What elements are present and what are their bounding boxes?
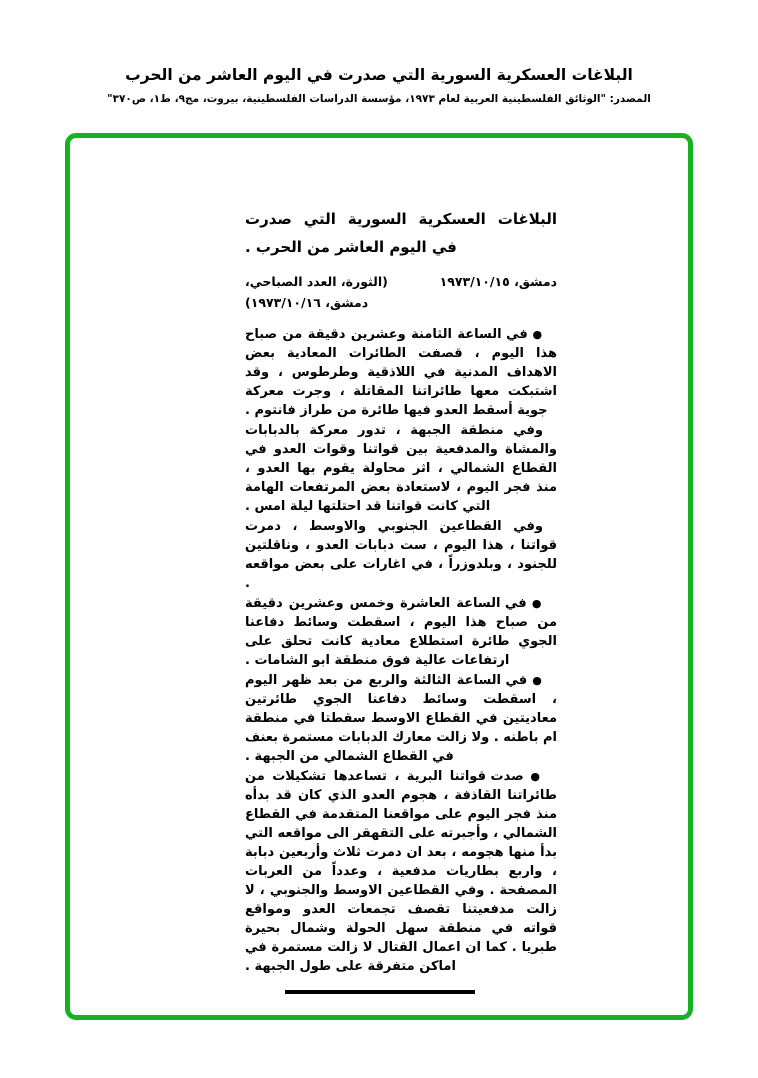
document-paragraph: ● صدت قواتنا البرية ، تساعدها تشكيلات من طائراتنا القاذفة ، هجوم العدو الذي كان قد بدأه منذ فجر اليوم على مواقعنا المتقدمة في القطاع الشمالي ، وأجبرته على التقهقر الى مواقعه التي بدأ منها هجومه ، بعد ان دمرت ثلاث وأربعين دبابة ، واربع بطاريات مدفعية ، وعدداً من العربات المصفحة . وفي القطاعين الاوسط والجنوبي ، لا زالت مدفعيتنا تقصف تجمعات العدو ومواقع قواته في منطقة سهل الحولة وشمال بحيرة طبريا . كما ان اعمال القتال لا زالت مستمرة في اماكن متفرقة على طول الجبهة . [245,769,557,974]
bullet-icon: ● [527,328,543,341]
document-paragraph: وفي منطقة الجبهة ، تدور معركة بالدبابات والمشاة والمدفعية بين قواتنا وقوات العدو في القطاع الشمالي ، اثر محاولة يقوم بها العدو ، منذ فجر اليوم ، لاستعادة بعض المرتفعات الهامة التي كانت قواتنا قد احتلتها ليلة امس . [245,423,557,514]
scanned-document [245,205,557,994]
dateline-publication-line1: (الثورة، العدد الصباحي، [245,274,388,289]
dateline [245,271,557,313]
dateline-publication [245,271,388,313]
document-paragraph: ● في الساعة العاشرة وخمس وعشرين دقيقة من صباح هذا اليوم ، اسقطت وسائط دفاعنا الجوي طائرة استطلاع معادية كانت تحلق على ارتفاعات عالية فوق منطقة ابو الشامات . [245,596,557,668]
bullet-icon: ● [523,770,543,783]
document-paragraph: وفي القطاعين الجنوبي والاوسط ، دمرت قواتنا ، هذا اليوم ، ست دبابات العدو ، وناقلتين للجنود ، وبلدوزراً ، في اغارات على بعض مواقعه . [245,519,557,591]
document-frame [65,133,693,1020]
paragraphs [245,325,557,976]
page-title: البلاغات العسكرية السورية التي صدرت في اليوم العاشر من الحرب [125,66,633,84]
separator-line [285,990,475,994]
document-paragraph: ● في الساعة الثالثة والربع من بعد ظهر اليوم ، اسقطت وسائط دفاعنا الجوي طائرتين معاديتين في القطاع الاوسط سقطتا في منطقة ام باطنه . ولا زالت معارك الدبابات مستمرة بعنف في القطاع الشمالي من الجبهة . [245,673,557,764]
document-paragraph: ● في الساعة الثامنة وعشرين دقيقة من صباح هذا اليوم ، قصفت الطائرات المعادية بعض الاهداف المدنية في اللاذقية وطرطوس ، وقد اشتبكت معها طائراتنا المقاتلة ، وجرت معركة جوية أسقط العدو فيها طائرة من طراز فانتوم . [245,327,557,418]
bullet-icon: ● [526,597,543,610]
dateline-date: دمشق، ١٩٧٣/١٠/١٥ [439,274,557,289]
document-title: البلاغات العسكرية السورية التي صدرت في اليوم العاشر من الحرب . [245,210,557,256]
dateline-publication-line2: دمشق، ١٩٧٣/١٠/١٦) [245,295,369,310]
source-citation: المصدر: "الوثائق الفلسطينية العربية لعام ١٩٧٣، مؤسسة الدراسات الفلسطينية، بيروت، مج٩، ط١، ص٣٧٠" [107,93,651,105]
page-header [0,66,758,105]
bullet-icon: ● [527,674,543,687]
